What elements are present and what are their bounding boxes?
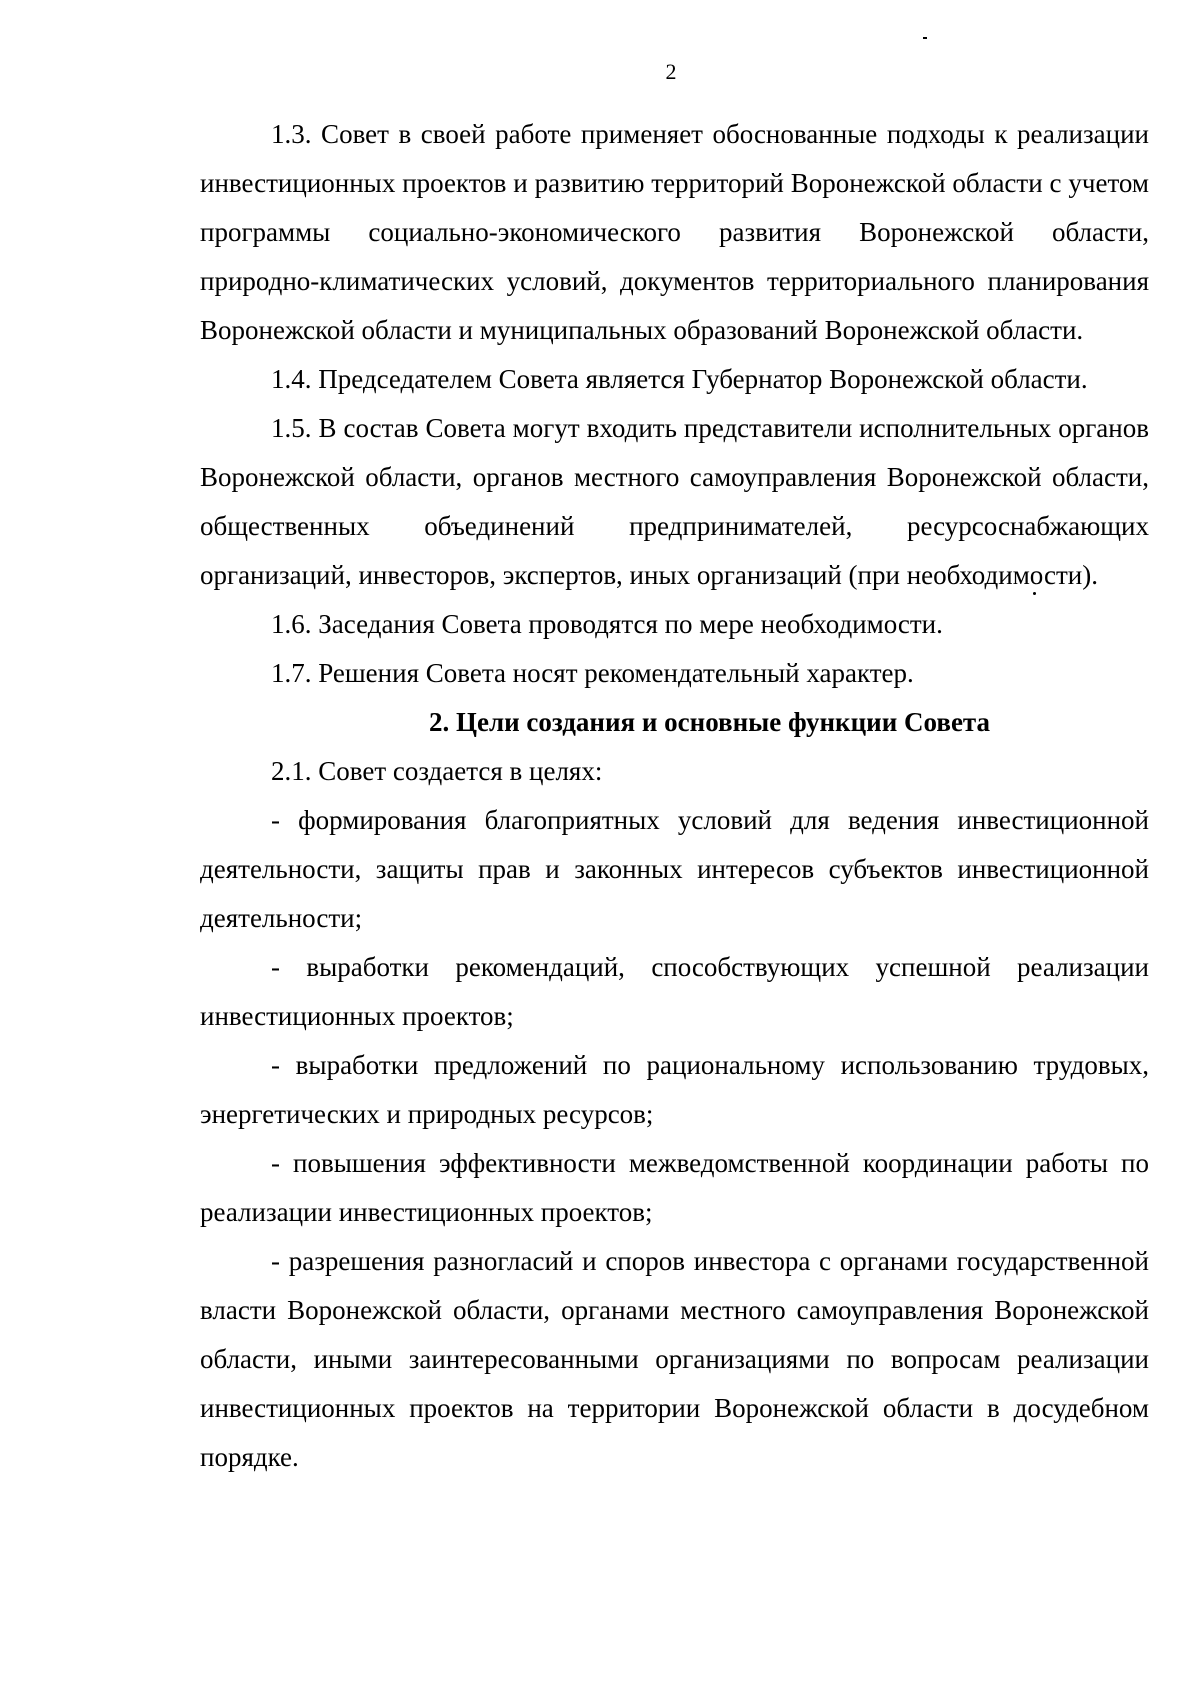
list-item: - разрешения разногласий и споров инвестора с органами государственной власти Воронежской области, органами местного самоуправления Воронежской области, иными заинтересованными организациями по вопросам реализации инвестиционных проектов на территории Воронежской области в досудебном порядке.: [200, 1246, 1149, 1472]
paragraph-1-3: 1.3. Совет в своей работе применяет обоснованные подходы к реализации инвестиционных проектов и развитию территорий Воронежской области с учетом программы социально-экономического развития Воронежской области, природно-климатических условий, документов территориального планирования Воронежской области и муниципальных образований Воронежской области.: [200, 119, 1149, 345]
list-item: - повышения эффективности межведомственной координации работы по реализации инвестиционных проектов;: [200, 1148, 1149, 1227]
list-item: - формирования благоприятных условий для ведения инвестиционной деятельности, защиты прав и законных интересов субъектов инвестиционной деятельности;: [200, 805, 1149, 933]
paragraph-2-1: 2.1. Совет создается в целях:: [271, 756, 603, 786]
paragraph-1-7: 1.7. Решения Совета носят рекомендательный характер.: [271, 658, 914, 688]
paragraph-1-4: 1.4. Председателем Совета является Губернатор Воронежской области.: [271, 364, 1088, 394]
scan-artifact-mark: [923, 37, 927, 39]
list-item: - выработки рекомендаций, способствующих успешной реализации инвестиционных проектов;: [200, 952, 1149, 1031]
list-item: - выработки предложений по рациональному использованию трудовых, энергетических и природных ресурсов;: [200, 1050, 1149, 1129]
paragraph-1-5: 1.5. В состав Совета могут входить представители исполнительных органов Воронежской области, органов местного самоуправления Воронежской области, общественных объединений предпринимателей, ресурсоснабжающих организаций, инвесторов, экспертов, иных организаций (при необходимости).: [200, 413, 1149, 590]
section-heading: 2. Цели создания и основные функции Совета: [428, 707, 991, 737]
page-number: 2: [665, 59, 677, 84]
document-body: [200, 110, 1149, 1482]
paragraph-1-6: 1.6. Заседания Совета проводятся по мере необходимости.: [271, 609, 943, 639]
